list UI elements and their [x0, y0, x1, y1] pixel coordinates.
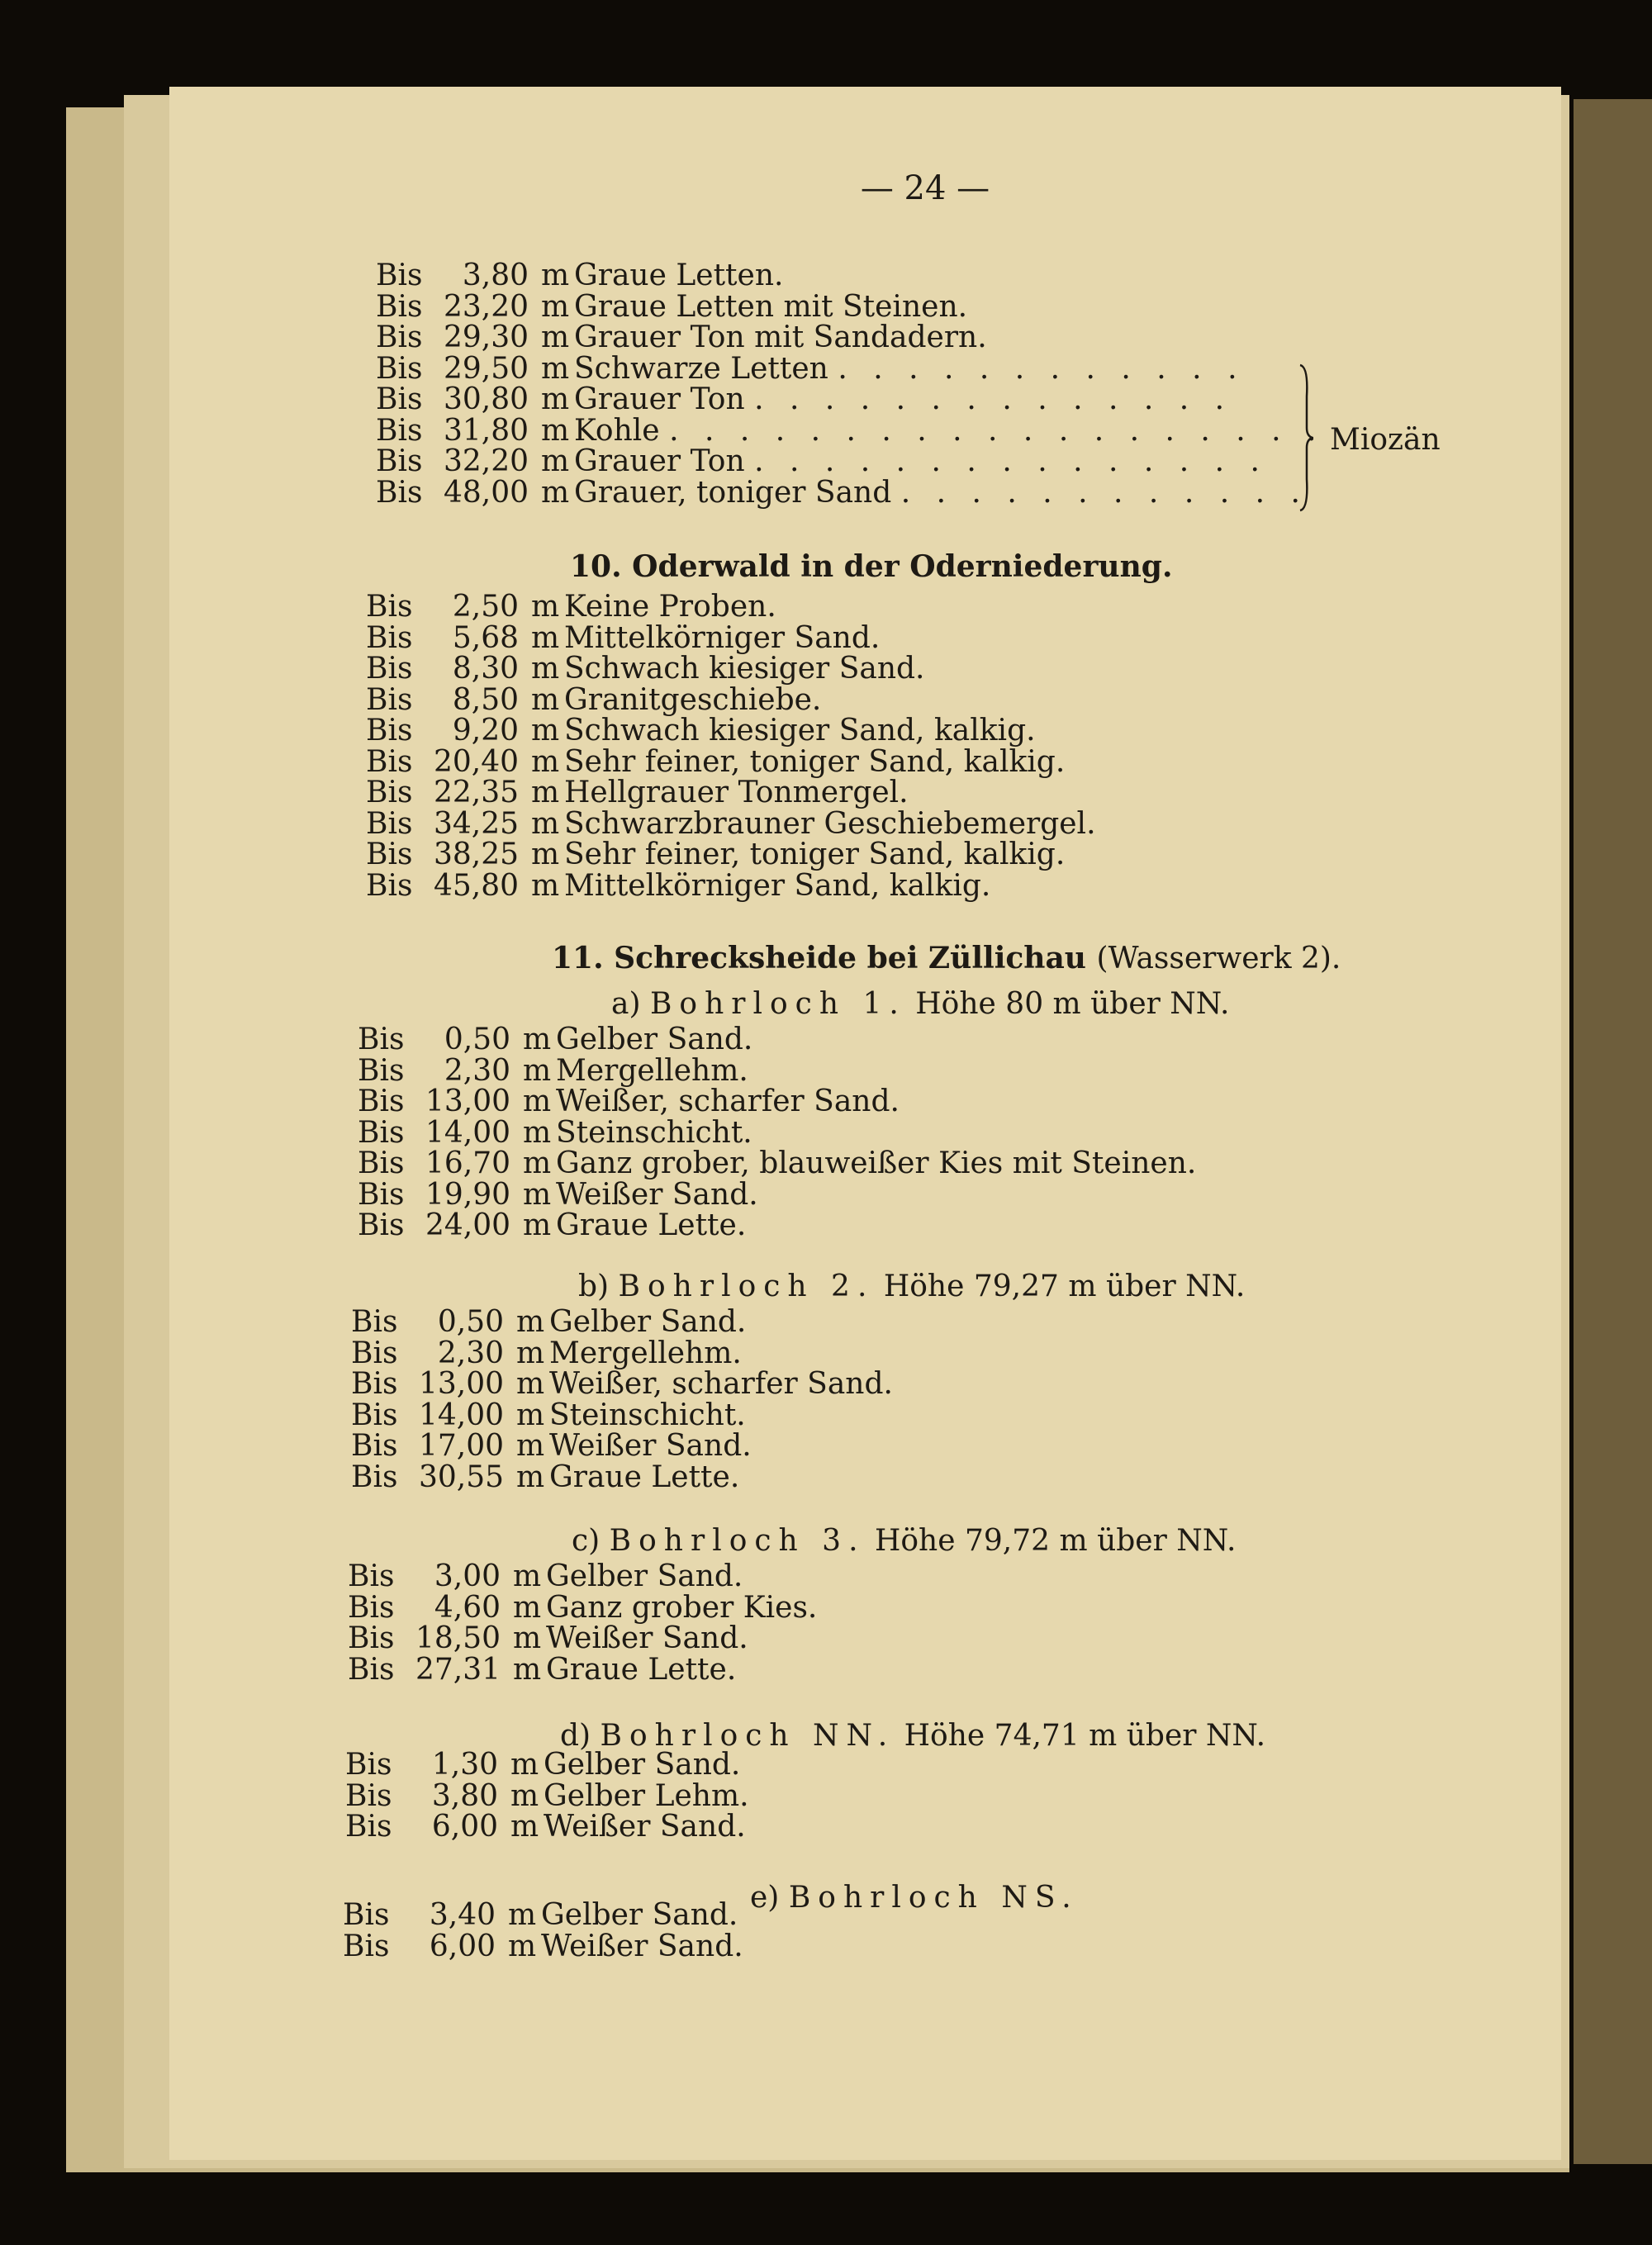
row-depth: 45,80	[433, 868, 519, 903]
row-depth: 29,30	[443, 320, 529, 354]
row-description-group	[574, 260, 783, 292]
row-bis-label: Bis	[376, 351, 423, 386]
row-unit: m	[523, 1085, 552, 1118]
row-leader-dots: . . . . . . . . . . . .	[900, 475, 1308, 510]
row-depth: 18,50	[415, 1621, 501, 1655]
row-unit: m	[541, 320, 570, 354]
row-description: Weißer Sand.	[544, 1810, 746, 1844]
row-description-group	[549, 1369, 893, 1400]
row-description-group	[541, 1900, 738, 1931]
row-description: Grauer Ton	[574, 444, 745, 478]
row-description-group	[564, 591, 776, 623]
row-description-group	[564, 715, 1036, 747]
row-unit: m	[523, 1053, 552, 1088]
bohrloch-a-name: Bohrloch 1.	[649, 987, 906, 1021]
row-bis-label: Bis	[376, 289, 423, 324]
section-heading-11-title: 11. Schrecksheide bei Züllichau	[552, 941, 1086, 975]
row-description-group	[556, 1086, 900, 1118]
row-unit: m	[531, 652, 560, 686]
row-bis-label: Bis	[358, 1053, 405, 1088]
row-description-group	[541, 1931, 743, 1963]
row-depth: 13,00	[418, 1367, 504, 1401]
row-depth: 27,31	[415, 1652, 501, 1687]
row-unit: m	[541, 444, 570, 478]
bohrloch-d-name: Bohrloch NN.	[600, 1719, 895, 1753]
row-description: Graue Lette.	[556, 1208, 747, 1242]
row-unit: m	[516, 1305, 545, 1339]
row-description-group	[564, 620, 881, 655]
row-bis-label: Bis	[376, 444, 423, 478]
row-bis-label: Bis	[358, 1208, 405, 1242]
bohrloch-c-heading	[572, 1525, 1236, 1558]
row-description-group	[564, 868, 991, 903]
row-bis-label: Bis	[376, 475, 423, 510]
bohrloch-b-prefix: b)	[578, 1270, 610, 1303]
row-unit: m	[531, 776, 560, 809]
row-description: Grauer Ton	[574, 382, 745, 416]
row-description: Schwach kiesiger Sand.	[564, 652, 925, 686]
row-unit: m	[508, 1898, 537, 1932]
row-description-group	[556, 1179, 758, 1211]
row-description-group	[574, 289, 968, 324]
facing-page-edge	[1574, 99, 1652, 2164]
row-description: Schwarze Letten	[574, 351, 828, 386]
bohrloch-c-prefix: c)	[572, 1524, 601, 1558]
row-description: Weißer Sand.	[549, 1429, 752, 1463]
row-unit: m	[523, 1115, 552, 1150]
row-depth: 1,30	[431, 1748, 498, 1782]
row-depth: 8,30	[452, 652, 519, 686]
row-depth: 8,50	[452, 682, 519, 717]
row-description-group	[549, 1307, 746, 1338]
row-description: Mittelkörniger Sand, kalkig.	[564, 868, 991, 903]
row-description-group	[574, 415, 1324, 447]
row-depth: 30,80	[443, 382, 529, 416]
row-depth: 30,55	[418, 1459, 504, 1494]
row-description: Graue Letten mit Steinen.	[574, 289, 968, 324]
bohrloch-b-heading	[578, 1270, 1245, 1303]
row-depth: 48,00	[443, 475, 529, 510]
row-leader-dots: . . . . . . . . . . . . . .	[754, 382, 1233, 416]
row-description-group	[556, 1024, 752, 1056]
brace-label: Miozän	[1330, 423, 1441, 457]
row-unit: m	[541, 382, 570, 416]
row-description: Granitgeschiebe.	[564, 682, 822, 717]
row-description: Gelber Sand.	[546, 1559, 743, 1593]
row-description: Grauer, toniger Sand	[574, 475, 892, 510]
row-bis-label: Bis	[348, 1559, 395, 1593]
bohrloch-c-info: Höhe 79,72 m über NN.	[874, 1524, 1237, 1558]
row-description: Weißer, scharfer Sand.	[556, 1085, 900, 1118]
row-description-group	[564, 777, 909, 809]
row-unit: m	[531, 590, 560, 624]
row-bis-label: Bis	[348, 1621, 395, 1655]
row-leader-dots: . . . . . . . . . . . . . . .	[754, 444, 1268, 478]
row-description-group	[544, 1811, 746, 1843]
row-unit: m	[508, 1929, 537, 1963]
row-bis-label: Bis	[343, 1898, 390, 1932]
row-description: Gelber Sand.	[556, 1023, 753, 1056]
row-bis-label: Bis	[345, 1810, 392, 1844]
row-unit: m	[531, 682, 560, 717]
row-description-group	[546, 1592, 817, 1624]
row-bis-label: Bis	[348, 1652, 395, 1687]
bohrloch-a-heading	[611, 988, 1229, 1021]
row-description: Sehr feiner, toniger Sand, kalkig.	[564, 838, 1066, 871]
row-leader-dots: . . . . . . . . . . . . . . . . . . .	[669, 413, 1325, 448]
row-unit: m	[523, 1146, 552, 1180]
row-description: Sehr feiner, toniger Sand, kalkig.	[564, 744, 1066, 779]
section-heading-11-note: (Wasserwerk 2).	[1096, 942, 1341, 975]
row-depth: 2,50	[452, 590, 519, 624]
row-bis-label: Bis	[358, 1177, 405, 1212]
row-description-group	[546, 1623, 748, 1654]
brace-icon	[1298, 363, 1313, 512]
bohrloch-e-name: Bohrloch NS.	[788, 1881, 1079, 1915]
row-depth: 0,50	[437, 1305, 504, 1339]
bohrloch-c-name: Bohrloch 3.	[609, 1524, 866, 1558]
row-depth: 2,30	[444, 1053, 510, 1088]
row-unit: m	[541, 413, 570, 448]
row-depth: 34,25	[433, 806, 519, 841]
row-depth: 5,68	[452, 620, 519, 655]
row-description: Weißer Sand.	[541, 1929, 743, 1963]
row-unit: m	[531, 714, 560, 748]
row-unit: m	[531, 868, 560, 903]
row-bis-label: Bis	[366, 590, 413, 624]
row-bis-label: Bis	[366, 620, 413, 655]
row-unit: m	[531, 744, 560, 779]
row-description-group	[544, 1778, 749, 1813]
row-unit: m	[523, 1208, 552, 1242]
row-depth: 32,20	[443, 444, 529, 478]
row-bis-label: Bis	[366, 838, 413, 871]
row-description: Gelber Sand.	[549, 1305, 747, 1339]
row-depth: 31,80	[443, 413, 529, 448]
row-unit: m	[513, 1652, 542, 1687]
row-bis-label: Bis	[376, 413, 423, 448]
bohrloch-e-prefix: e)	[750, 1881, 780, 1915]
row-bis-label: Bis	[376, 382, 423, 416]
row-description: Hellgrauer Tonmergel.	[564, 776, 909, 809]
row-bis-label: Bis	[351, 1459, 398, 1494]
row-bis-label: Bis	[366, 682, 413, 717]
row-unit: m	[510, 1810, 539, 1844]
row-depth: 24,00	[425, 1208, 510, 1242]
row-depth: 14,00	[418, 1398, 504, 1432]
row-description: Keine Proben.	[564, 590, 776, 624]
row-description: Mittelkörniger Sand.	[564, 620, 881, 655]
row-depth: 38,25	[433, 838, 519, 871]
row-unit: m	[516, 1336, 545, 1370]
row-bis-label: Bis	[366, 744, 413, 779]
row-description: Graue Lette.	[546, 1652, 737, 1687]
row-depth: 19,90	[425, 1177, 510, 1212]
row-description: Weißer, scharfer Sand.	[549, 1367, 893, 1401]
row-depth: 23,20	[443, 289, 529, 324]
row-description-group	[574, 477, 1308, 509]
row-bis-label: Bis	[345, 1748, 392, 1782]
bohrloch-a-info: Höhe 80 m über NN.	[915, 987, 1230, 1021]
row-bis-label: Bis	[358, 1085, 405, 1118]
row-description: Grauer Ton mit Sandadern.	[574, 320, 987, 354]
row-description-group	[574, 322, 987, 354]
row-depth: 3,80	[462, 259, 529, 292]
row-description-group	[549, 1338, 742, 1369]
row-description-group	[564, 806, 1096, 841]
row-description: Ganz grober Kies.	[546, 1590, 818, 1625]
row-description: Gelber Sand.	[544, 1748, 741, 1782]
row-unit: m	[516, 1459, 545, 1494]
row-description: Mergellehm.	[549, 1336, 742, 1370]
bohrloch-a-prefix: a)	[611, 987, 641, 1021]
bohrloch-e-heading	[750, 1882, 1079, 1915]
row-description-group	[546, 1654, 736, 1686]
row-unit: m	[516, 1398, 545, 1432]
row-bis-label: Bis	[366, 652, 413, 686]
row-depth: 17,00	[418, 1429, 504, 1463]
row-depth: 3,40	[429, 1898, 496, 1932]
row-description: Steinschicht.	[549, 1398, 746, 1432]
row-leader-dots: . . . . . . . . . . . .	[838, 351, 1246, 386]
row-bis-label: Bis	[358, 1115, 405, 1150]
row-description: Weißer Sand.	[556, 1177, 758, 1212]
section-heading-10: 10. Oderwald in der Oderniederung.	[570, 549, 1173, 584]
section-heading-11	[552, 942, 1341, 975]
bohrloch-b-info: Höhe 79,27 m über NN.	[883, 1270, 1246, 1303]
row-unit: m	[513, 1590, 542, 1625]
row-bis-label: Bis	[348, 1590, 395, 1625]
row-unit: m	[541, 259, 570, 292]
page-number: — 24 —	[860, 169, 990, 207]
bohrloch-d-info: Höhe 74,71 m über NN.	[904, 1719, 1266, 1753]
row-bis-label: Bis	[351, 1398, 398, 1432]
row-bis-label: Bis	[366, 776, 413, 809]
row-bis-label: Bis	[366, 714, 413, 748]
row-description: Ganz grober, blauweißer Kies mit Steinen.	[556, 1146, 1197, 1180]
row-description: Steinschicht.	[556, 1115, 752, 1150]
row-description-group	[574, 446, 1268, 477]
row-unit: m	[523, 1177, 552, 1212]
row-description: Weißer Sand.	[546, 1621, 748, 1655]
row-description: Kohle	[574, 413, 660, 448]
row-description-group	[549, 1431, 752, 1462]
bohrloch-b-name: Bohrloch 2.	[618, 1270, 875, 1303]
row-bis-label: Bis	[358, 1146, 405, 1180]
row-description-group	[546, 1561, 743, 1592]
row-depth: 3,80	[431, 1778, 498, 1813]
row-unit: m	[541, 289, 570, 324]
row-depth: 9,20	[452, 714, 519, 748]
row-bis-label: Bis	[376, 259, 423, 292]
row-bis-label: Bis	[366, 868, 413, 903]
row-bis-label: Bis	[358, 1023, 405, 1056]
row-depth: 3,00	[434, 1559, 501, 1593]
row-unit: m	[541, 351, 570, 386]
row-description-group	[556, 1115, 752, 1150]
row-description-group	[544, 1749, 740, 1781]
row-unit: m	[531, 620, 560, 655]
row-description-group	[556, 1210, 746, 1241]
row-bis-label: Bis	[376, 320, 423, 354]
row-depth: 22,35	[433, 776, 519, 809]
row-unit: m	[541, 475, 570, 510]
row-unit: m	[516, 1429, 545, 1463]
row-description-group	[564, 744, 1066, 779]
row-unit: m	[531, 838, 560, 871]
row-description: Mergellehm.	[556, 1053, 748, 1088]
row-description-group	[564, 653, 925, 685]
row-depth: 4,60	[434, 1590, 501, 1625]
row-description: Gelber Lehm.	[544, 1778, 749, 1813]
row-description: Gelber Sand.	[541, 1898, 738, 1932]
row-depth: 14,00	[425, 1115, 510, 1150]
row-unit: m	[531, 806, 560, 841]
row-depth: 0,50	[444, 1023, 510, 1056]
row-description-group	[556, 1053, 748, 1088]
row-unit: m	[516, 1367, 545, 1401]
row-unit: m	[510, 1748, 539, 1782]
row-description: Graue Lette.	[549, 1459, 740, 1494]
row-bis-label: Bis	[343, 1929, 390, 1963]
row-depth: 13,00	[425, 1085, 510, 1118]
row-depth: 2,30	[437, 1336, 504, 1370]
row-bis-label: Bis	[351, 1336, 398, 1370]
row-description: Schwach kiesiger Sand, kalkig.	[564, 714, 1036, 748]
row-unit: m	[513, 1559, 542, 1593]
row-depth: 6,00	[429, 1929, 496, 1963]
row-depth: 29,50	[443, 351, 529, 386]
row-description-group	[564, 839, 1065, 871]
row-unit: m	[513, 1621, 542, 1655]
row-description: Schwarzbrauner Geschiebemergel.	[564, 806, 1096, 841]
row-depth: 6,00	[431, 1810, 498, 1844]
row-description: Graue Letten.	[574, 259, 784, 292]
row-bis-label: Bis	[366, 806, 413, 841]
row-bis-label: Bis	[351, 1367, 398, 1401]
row-description-group	[574, 384, 1232, 415]
row-depth: 20,40	[433, 744, 519, 779]
row-depth: 16,70	[425, 1146, 510, 1180]
row-bis-label: Bis	[351, 1305, 398, 1339]
row-unit: m	[510, 1778, 539, 1813]
bohrloch-d-prefix: d)	[560, 1719, 591, 1753]
row-unit: m	[523, 1023, 552, 1056]
row-description-group	[564, 682, 822, 717]
row-bis-label: Bis	[351, 1429, 398, 1463]
row-description-group	[549, 1400, 746, 1431]
row-description-group	[556, 1148, 1196, 1179]
row-description-group	[574, 351, 1246, 386]
row-description-group	[549, 1459, 740, 1494]
row-bis-label: Bis	[345, 1778, 392, 1813]
